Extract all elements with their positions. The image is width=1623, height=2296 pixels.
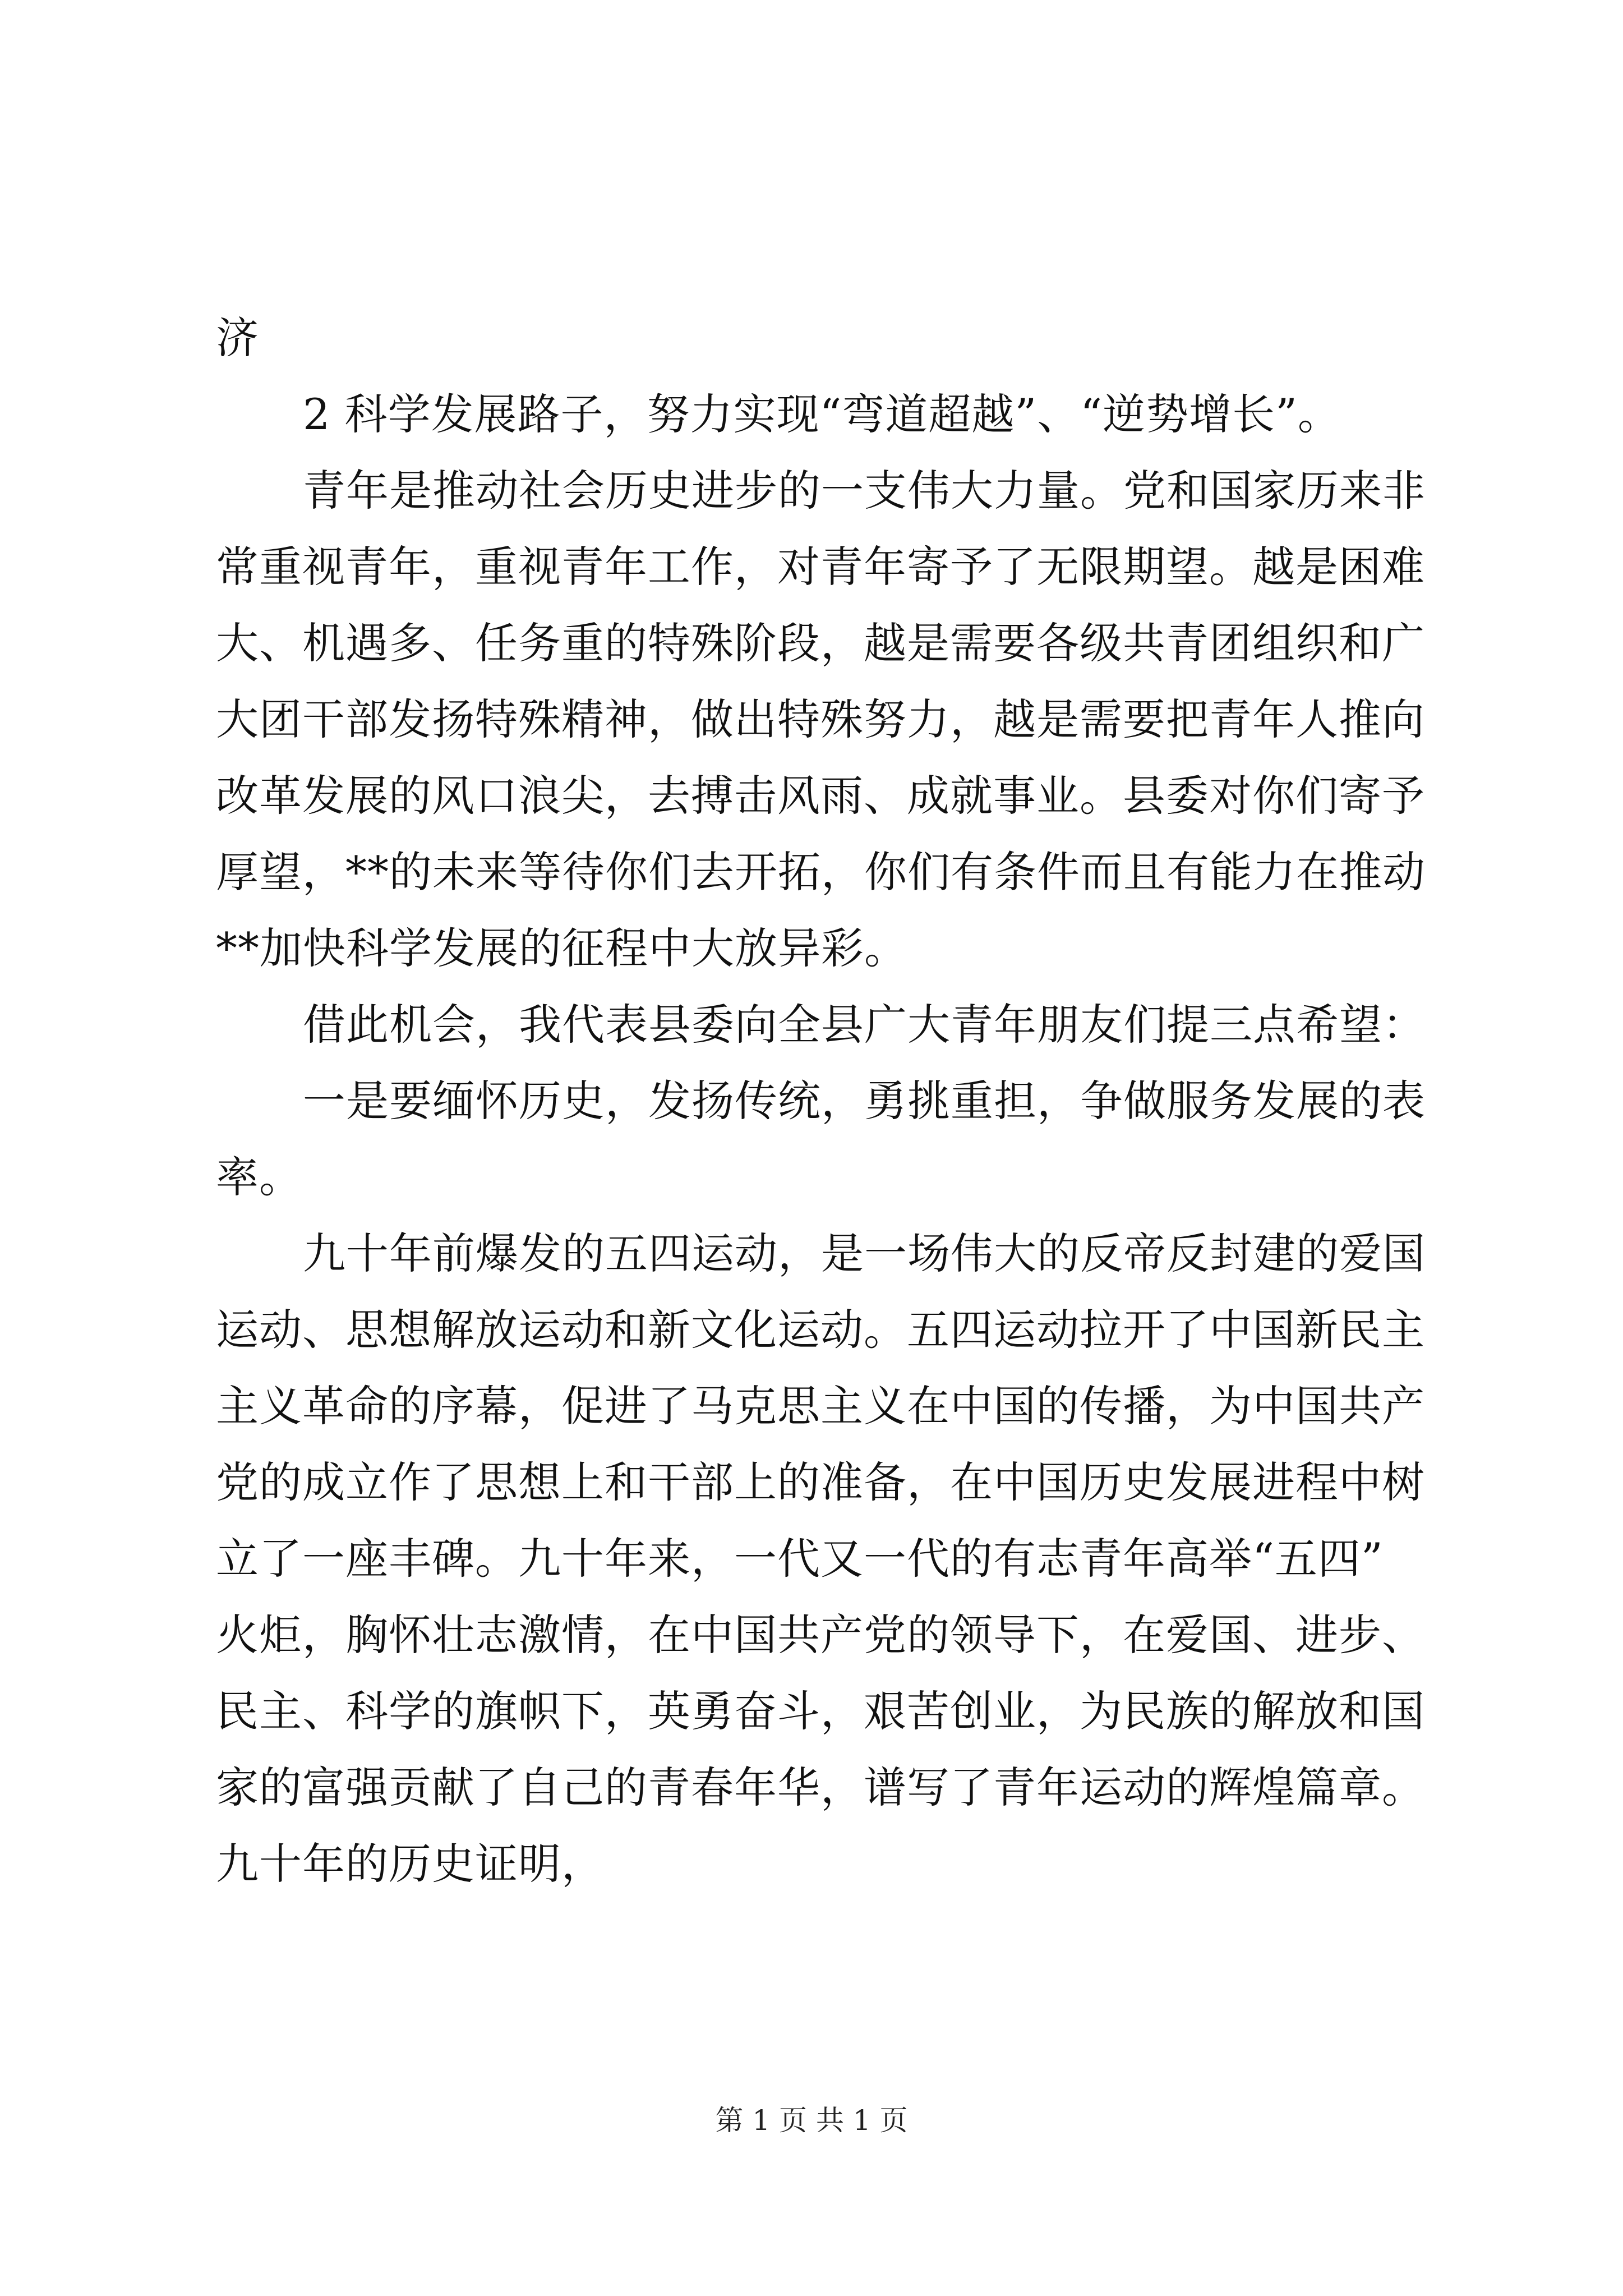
- paragraph-first-line: 九十年前爆发的五四运动，是一场伟大的反帝反封建的爱国: [303, 1228, 1426, 1278]
- paragraph-first-line: 借此机会，我代表县委向全县广大青年朋友们提三点希望：: [303, 1000, 1426, 1050]
- page-number-label: 第 1 页 共 1 页: [715, 2104, 908, 2137]
- document-body: [216, 300, 1433, 1902]
- paragraph-first-line: 一是要缅怀历史，发扬传统，勇挑重担，争做服务发展的表: [303, 1076, 1426, 1126]
- text-line: 主义革命的序幕，促进了马克思主义在中国的传播，为中国共产: [216, 1381, 1425, 1431]
- text-line: 大、机遇多、任务重的特殊阶段，越是需要各级共青团组织和广: [216, 618, 1425, 668]
- text-line: **加快科学发展的征程中大放异彩。: [216, 923, 907, 973]
- text-line: 火炬，胸怀壮志激情，在中国共产党的领导下，在爱国、进步、: [216, 1610, 1425, 1660]
- text-line: 大团干部发扬特殊精神，做出特殊努力，越是需要把青年人推向: [216, 694, 1425, 744]
- text-line: 厚望，**的未来等待你们去开拓，你们有条件而且有能力在推动: [216, 847, 1426, 897]
- text-line: 济: [216, 313, 259, 363]
- page-footer: [0, 2101, 1623, 2140]
- paragraph-first-line: 青年是推动社会历史进步的一支伟大力量。党和国家历来非: [303, 466, 1426, 516]
- text-line: 改革发展的风口浪尖，去搏击风雨、成就事业。县委对你们寄予: [216, 771, 1425, 821]
- text-line: 立了一座丰碑。九十年来，一代又一代的有志青年高举“五四”: [216, 1534, 1384, 1584]
- text-line: 九十年的历史证明，: [216, 1839, 605, 1889]
- text-line: 家的富强贡献了自己的青春年华，谱写了青年运动的辉煌篇章。: [216, 1763, 1425, 1812]
- text-line: 率。: [216, 1152, 302, 1202]
- text-line: 党的成立作了思想上和干部上的准备，在中国历史发展进程中树: [216, 1457, 1425, 1507]
- text-line: 民主、科学的旗帜下，英勇奋斗，艰苦创业，为民族的解放和国: [216, 1686, 1425, 1736]
- text-line: 运动、思想解放运动和新文化运动。五四运动拉开了中国新民主: [216, 1305, 1425, 1355]
- text-line: 常重视青年，重视青年工作，对青年寄予了无限期望。越是困难: [216, 542, 1425, 592]
- text-line: 2 科学发展路子，努力实现“弯道超越”、“逆势增长”。: [303, 389, 1341, 439]
